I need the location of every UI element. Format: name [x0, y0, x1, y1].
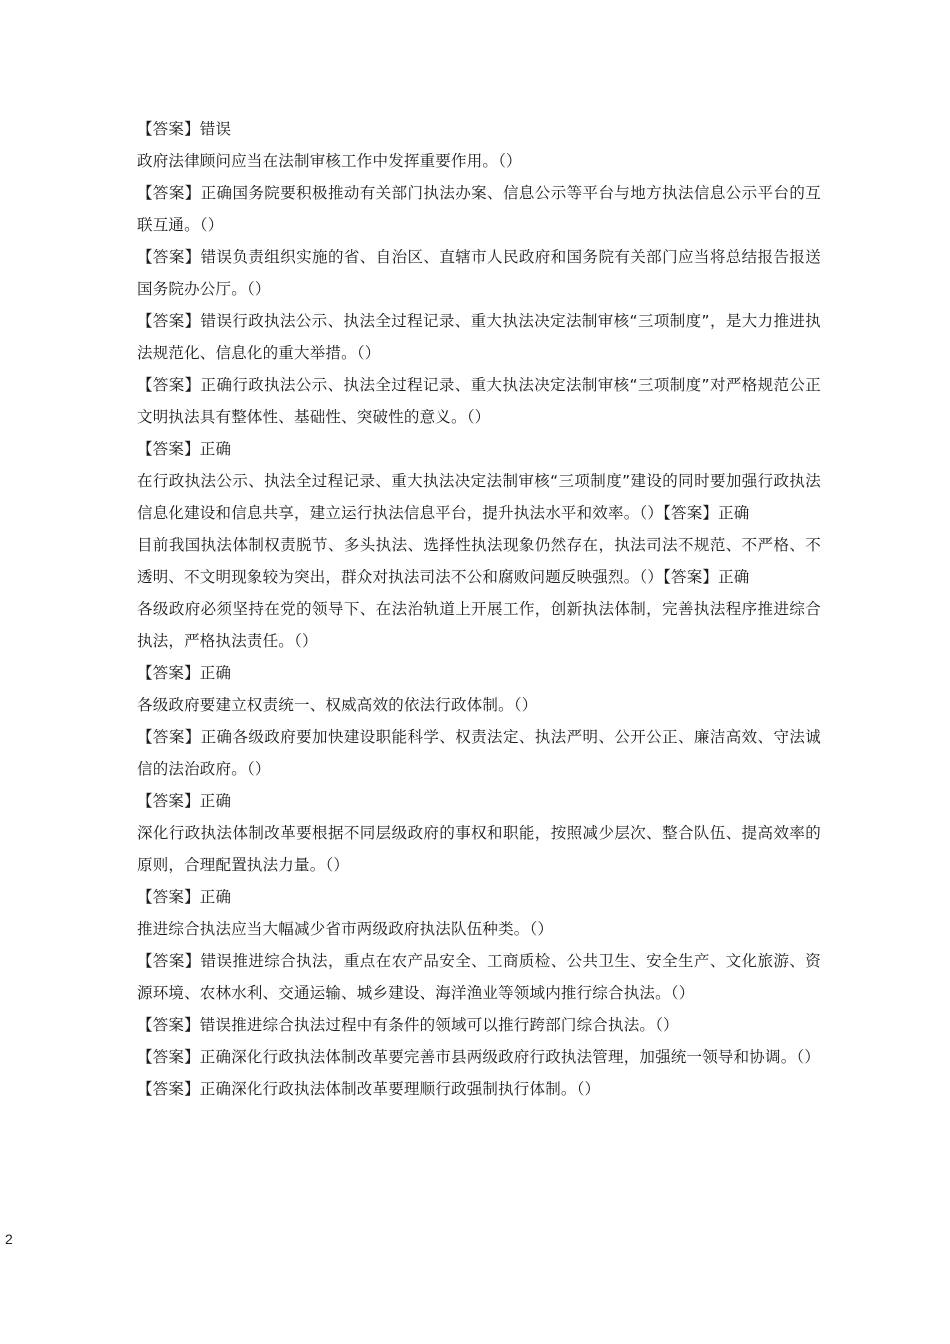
- paragraph: 目前我国执法体制权责脱节、多头执法、选择性执法现象仍然存在，执法司法不规范、不严格、不透明、不文明现象较为突出，群众对执法司法不公和腐败问题反映强烈。（）【答案】正确: [137, 536, 821, 586]
- paragraph: 【答案】正确: [137, 664, 232, 682]
- paragraph: 各级政府要建立权责统一、权威高效的依法行政体制。（）: [137, 696, 538, 714]
- paragraph: 【答案】错误负责组织实施的省、自治区、直辖市人民政府和国务院有关部门应当将总结报告报送国务院办公厅。（）: [137, 248, 821, 298]
- paragraph: 深化行政执法体制改革要根据不同层级政府的事权和职能，按照减少层次、整合队伍、提高效率的原则，合理配置执法力量。（）: [137, 824, 821, 874]
- paragraph: 【答案】正确深化行政执法体制改革要理顺行政强制执行体制。（）: [137, 1080, 601, 1098]
- paragraph: 【答案】正确: [137, 888, 232, 906]
- paragraph: 【答案】正确行政执法公示、执法全过程记录、重大执法决定法制审核“三项制度”对严格规范公正文明执法具有整体性、基础性、突破性的意义。（）: [137, 376, 821, 426]
- page-number: 2: [5, 1231, 13, 1247]
- paragraph: 各级政府必须坚持在党的领导下、在法治轨道上开展工作，创新执法体制，完善执法程序推进综合执法，严格执法责任。（）: [137, 600, 821, 650]
- paragraph: 政府法律顾问应当在法制审核工作中发挥重要作用。（）: [137, 152, 522, 170]
- paragraph: 【答案】正确各级政府要加快建设职能科学、权责法定、执法严明、公开公正、廉洁高效、守法诚信的法治政府。（）: [137, 728, 821, 778]
- paragraph: 【答案】正确国务院要积极推动有关部门执法办案、信息公示等平台与地方执法信息公示平台的互联互通。（）: [137, 184, 821, 234]
- paragraph: 【答案】错误推进综合执法过程中有条件的领域可以推行跨部门综合执法。（）: [137, 1016, 679, 1034]
- paragraph: 【答案】错误推进综合执法，重点在农产品安全、工商质检、公共卫生、安全生产、文化旅游、资源环境、农林水利、交通运输、城乡建设、海洋渔业等领域内推行综合执法。（）: [137, 952, 821, 1002]
- paragraph: 【答案】正确: [137, 440, 232, 458]
- paragraph: 在行政执法公示、执法全过程记录、重大执法决定法制审核“三项制度”建设的同时要加强行政执法信息化建设和信息共享，建立运行执法信息平台，提升执法水平和效率。（）【答案】正确: [137, 472, 821, 522]
- paragraph: 【答案】错误: [137, 120, 232, 138]
- paragraph: 【答案】正确: [137, 792, 232, 810]
- paragraph: 【答案】错误行政执法公示、执法全过程记录、重大执法决定法制审核“三项制度”，是大力推进执法规范化、信息化的重大举措。（）: [137, 312, 821, 362]
- paragraph: 【答案】正确深化行政执法体制改革要完善市县两级政府行政执法管理，加强统一领导和协调。（）: [137, 1048, 821, 1066]
- paragraph: 推进综合执法应当大幅减少省市两级政府执法队伍种类。（）: [137, 920, 554, 938]
- document-body: [137, 113, 821, 1105]
